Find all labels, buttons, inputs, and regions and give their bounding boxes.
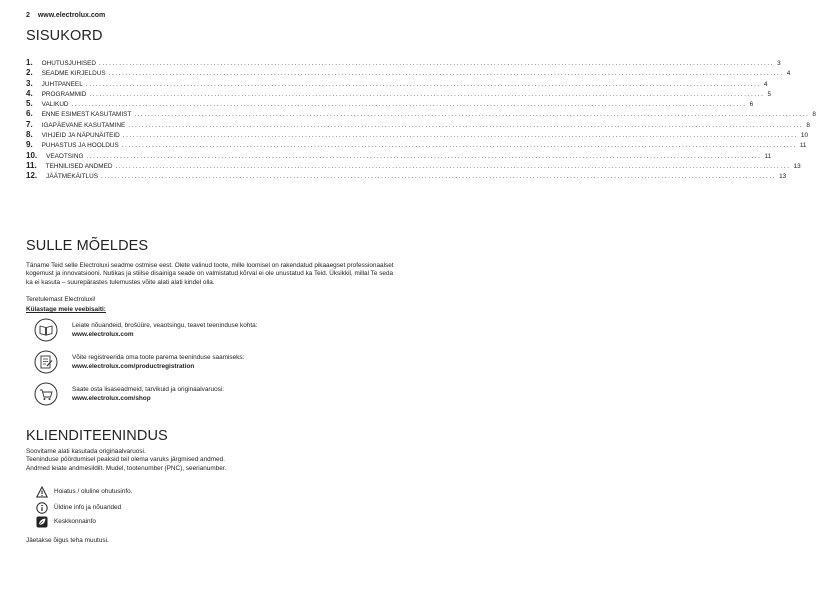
toc-item-title: IGAPÄEVANE KASUTAMINE <box>41 121 126 129</box>
leaf-icon <box>36 516 48 528</box>
advice-text: Leiate nõuandeid, brošüüre, veaotsingu, teavet teeninduse kohta: <box>72 322 258 329</box>
service-paragraph <box>26 448 394 473</box>
book-icon <box>34 318 58 342</box>
toc-item-title: JUHTPANEEL <box>41 80 83 88</box>
toc-leader-dots: ........................................................................................................................................................................................................ <box>89 90 765 98</box>
page-header <box>26 12 105 19</box>
toc-heading: SISUKORD <box>26 28 103 44</box>
toc-item-title: OHUTUSJUHISED <box>41 60 96 67</box>
toc-item-number: 6. <box>26 109 33 119</box>
info-icon <box>36 502 48 514</box>
toc-item-number: 1. <box>26 58 33 67</box>
toc-item[interactable] <box>26 150 772 161</box>
legend-warning-text: Hoiatus / oluline ohutusinfo. <box>54 488 133 495</box>
toc-item-page: 11 <box>764 152 772 160</box>
shop-text: Saate osta lisaseadmeid, tarvikuid ja originaalvaruosi: <box>72 386 225 393</box>
toc-item-title: PUHASTUS JA HOOLDUS <box>41 142 119 150</box>
intro-paragraph: Täname Teid selle Electroluxi seadme ostmise eest. Olete valinud toote, mille loomisel on rakendatud pikaaegset professionaalset kogemust ja innovatsiooni. Nutikas ja stiilse disainiga seade on valmistatud kõrval ei ole unustatud ka Teid. Üksikkil, millal Te seda ka ei kasuta – suurepärastes tulemustes võite alati alati kindel olla. <box>26 262 394 286</box>
website-item-registration <box>26 350 396 384</box>
toc-item-title: ENNE ESIMEST KASUTAMIST <box>41 111 132 119</box>
website-item-advice <box>26 318 396 352</box>
shopping-cart-icon <box>34 382 58 406</box>
toc-item-number: 11. <box>26 160 37 170</box>
toc-item-number: 7. <box>26 119 33 129</box>
toc-leader-dots: ........................................................................................................................................................................................................ <box>100 173 777 181</box>
toc-item[interactable] <box>26 119 810 130</box>
toc-item[interactable] <box>26 58 781 68</box>
toc-item-page: 4 <box>763 80 768 88</box>
toc-item[interactable] <box>26 78 768 89</box>
toc-item[interactable] <box>26 160 801 171</box>
toc-item-title: VIHJEID JA NÄPUNÄITEID <box>41 132 120 140</box>
toc-item-page: 13 <box>779 173 787 181</box>
toc-item-title: JÄÄTMEKÄITLUS <box>46 173 98 181</box>
toc-item[interactable] <box>26 171 787 181</box>
table-of-contents <box>26 58 816 182</box>
toc-leader-dots: ........................................................................................................................................................................................................ <box>121 142 797 150</box>
toc-leader-dots: ........................................................................................................................................................................................................ <box>128 121 804 129</box>
toc-leader-dots: ........................................................................................................................................................................................................ <box>71 101 747 109</box>
toc-item-page: 13 <box>793 162 801 170</box>
toc-leader-dots: ........................................................................................................................................................................................................ <box>99 60 775 67</box>
toc-item-title: SEADME KIRJELDUS <box>41 70 106 78</box>
registration-icon <box>34 350 58 374</box>
legend-info <box>26 502 396 516</box>
toc-leader-dots: ........................................................................................................................................................................................................ <box>85 80 761 88</box>
service-line: Soovitame alati kasutada originaalvaruosi. <box>26 448 146 455</box>
thanks-heading: SULLE MÕELDES <box>26 238 149 254</box>
visit-website-text[interactable]: Külastage meie veebisaiti: <box>26 306 106 313</box>
legend-info-text: Üldine info ja nõuanded <box>54 504 122 511</box>
toc-leader-dots: ........................................................................................................................................................................................................ <box>115 162 791 170</box>
toc-item-page: 10 <box>800 132 809 140</box>
toc-item-title: VALIKUD <box>41 101 69 109</box>
toc-item-title: VEAOTSING <box>46 152 84 160</box>
toc-item-page: 5 <box>767 90 772 98</box>
service-line: Andmed leiate andmesildilt. Mudel, tootenumber (PNC), seerianumber. <box>26 464 227 472</box>
legend-environment-text: Keskkonnainfo <box>54 518 96 525</box>
toc-item[interactable] <box>26 109 816 119</box>
product-registration-link[interactable]: www.electrolux.com/productregistration <box>72 363 195 370</box>
toc-item[interactable] <box>26 88 772 99</box>
toc-leader-dots: ........................................................................................................................................................................................................ <box>122 132 798 140</box>
toc-item[interactable] <box>26 68 791 78</box>
toc-item-number: 9. <box>26 140 33 150</box>
toc-item-number: 10. <box>26 150 38 160</box>
toc-item-number: 2. <box>26 68 33 78</box>
toc-item-number: 5. <box>26 99 33 109</box>
page-number: 2 <box>26 12 30 19</box>
service-heading: KLIENDITEENINDUS <box>26 428 168 444</box>
warning-icon <box>36 486 48 498</box>
toc-item-number: 12. <box>26 171 38 181</box>
legend-environment <box>26 516 396 530</box>
toc-item-page: 8 <box>812 111 816 119</box>
footer-note: Jäetakse õigus teha muutusi. <box>26 537 109 544</box>
toc-item-title: TEHNILISED ANDMED <box>45 162 113 170</box>
toc-leader-dots: ........................................................................................................................................................................................................ <box>108 70 784 78</box>
toc-item-page: 8 <box>806 121 810 129</box>
electrolux-link[interactable]: www.electrolux.com <box>72 331 134 338</box>
shop-link[interactable]: www.electrolux.com/shop <box>72 395 151 402</box>
toc-leader-dots: ........................................................................................................................................................................................................ <box>86 152 762 160</box>
toc-item[interactable] <box>26 99 754 109</box>
toc-item-number: 4. <box>26 88 33 98</box>
toc-item-number: 3. <box>26 78 33 88</box>
toc-item[interactable] <box>26 130 809 140</box>
legend-warning <box>26 486 396 500</box>
toc-leader-dots: ........................................................................................................................................................................................................ <box>134 111 810 119</box>
website-item-shop <box>26 382 396 416</box>
service-line: Teeninduse pöördumisel peaksid teil olema varuks järgmised andmed. <box>26 456 225 464</box>
website-link[interactable]: www.electrolux.com <box>37 12 106 19</box>
toc-item-title: PROGRAMMID <box>41 90 87 98</box>
toc-item-page: 4 <box>786 70 791 78</box>
registration-text: Võite registreerida oma toote parema teeninduse saamiseks: <box>72 354 245 361</box>
toc-item-number: 8. <box>26 130 33 140</box>
welcome-text: Teretulemast Electroluxi! <box>26 296 96 303</box>
toc-item[interactable] <box>26 140 807 150</box>
toc-item-page: 11 <box>799 142 807 150</box>
toc-item-page: 3 <box>777 60 781 67</box>
toc-item-page: 6 <box>749 101 754 109</box>
